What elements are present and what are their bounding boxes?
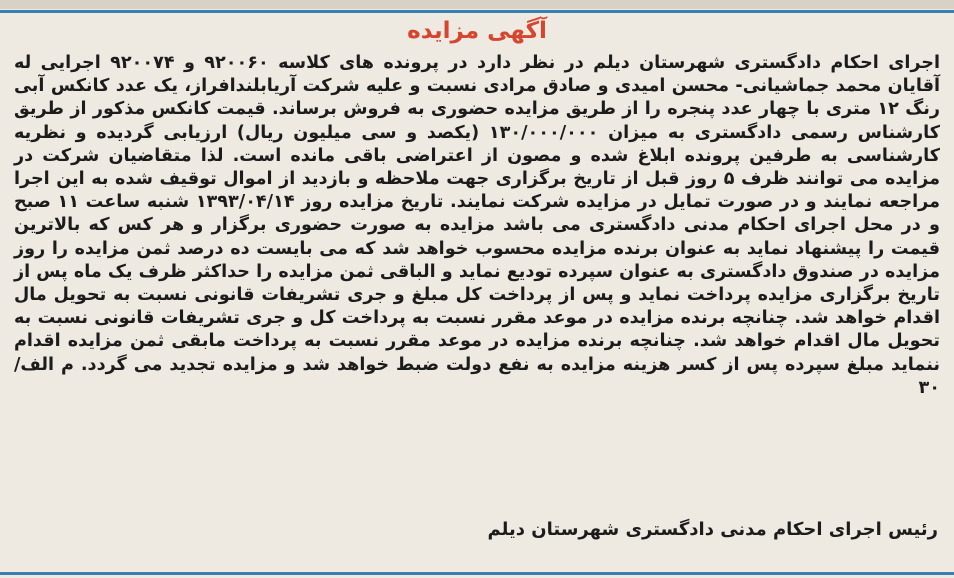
notice-signature: رئیس اجرای احکام مدنی دادگستری شهرستان دیلم: [487, 519, 938, 540]
bottom-rule: [0, 572, 954, 575]
clipping-top-edge: [0, 0, 954, 9]
notice-body: اجرای احکام دادگستری شهرستان دیلم در نظر دارد در پرونده های کلاسه ۹۲۰۰۶۰ و ۹۲۰۰۷۴ اجرایی له آقایان محمد جماشیانی- محسن امیدی و صادق مرادی نسبت و علیه شرکت آریابلندافراز، یک عدد کانکس آبی رنگ ۱۲ متری با چهار عدد پنجره را از طریق مزایده حضوری به فروش برساند. قیمت کانکس مذکور از طریق کارشناس رسمی دادگستری به میزان ۱۳۰/۰۰۰/۰۰۰ (یکصد و سی میلیون ریال) ارزیابی گردیده و نظریه کارشناسی به طرفین پرونده ابلاغ شده و مصون از اعتراضی باقی مانده است. لذا متقاضیان شرکت در مزایده می توانند ظرف ۵ روز قبل از تاریخ برگزاری جهت ملاحظه و بازدید از اموال توقیف شده به این اجرا مراجعه نمایند و در صورت تمایل در مزایده شرکت نمایند. تاریخ مزایده روز ۱۳۹۳/۰۴/۱۴ شنبه ساعت ۱۱ صبح و در محل اجرای احکام مدنی دادگستری می باشد مزایده به صورت حضوری برگزار و هر کس که بالاترین قیمت را پیشنهاد نماید به عنوان برنده مزایده محسوب خواهد شد که می بایست ده درصد ثمن مزایده را روز مزایده در صندوق دادگستری به عنوان سپرده تودیع نماید و الباقی ثمن مزایده را حداکثر ظرف یک ماه پس از تاریخ برگزاری مزایده پرداخت نماید و پس از پرداخت کل مبلغ و جری تشریفات قانونی نسبت به تحویل مال اقدام خواهد شد. چنانچه برنده مزایده در موعد مقرر نسبت به پرداخت کل و جری تشریفات قانونی نسبت به تحویل مال اقدام خواهد شد. چنانچه برنده مزایده در موعد مقرر نسبت به پرداخت مابقی ثمن مزایده اقدام ننماید مبلغ سپرده پس از کسر هزینه مزایده به نفع دولت ضبط خواهد شد و مزایده تجدید می گردد. م الف/ ۳۰: [14, 53, 941, 398]
top-rule: [0, 10, 954, 13]
notice-title: آگهی مزایده: [407, 18, 547, 44]
